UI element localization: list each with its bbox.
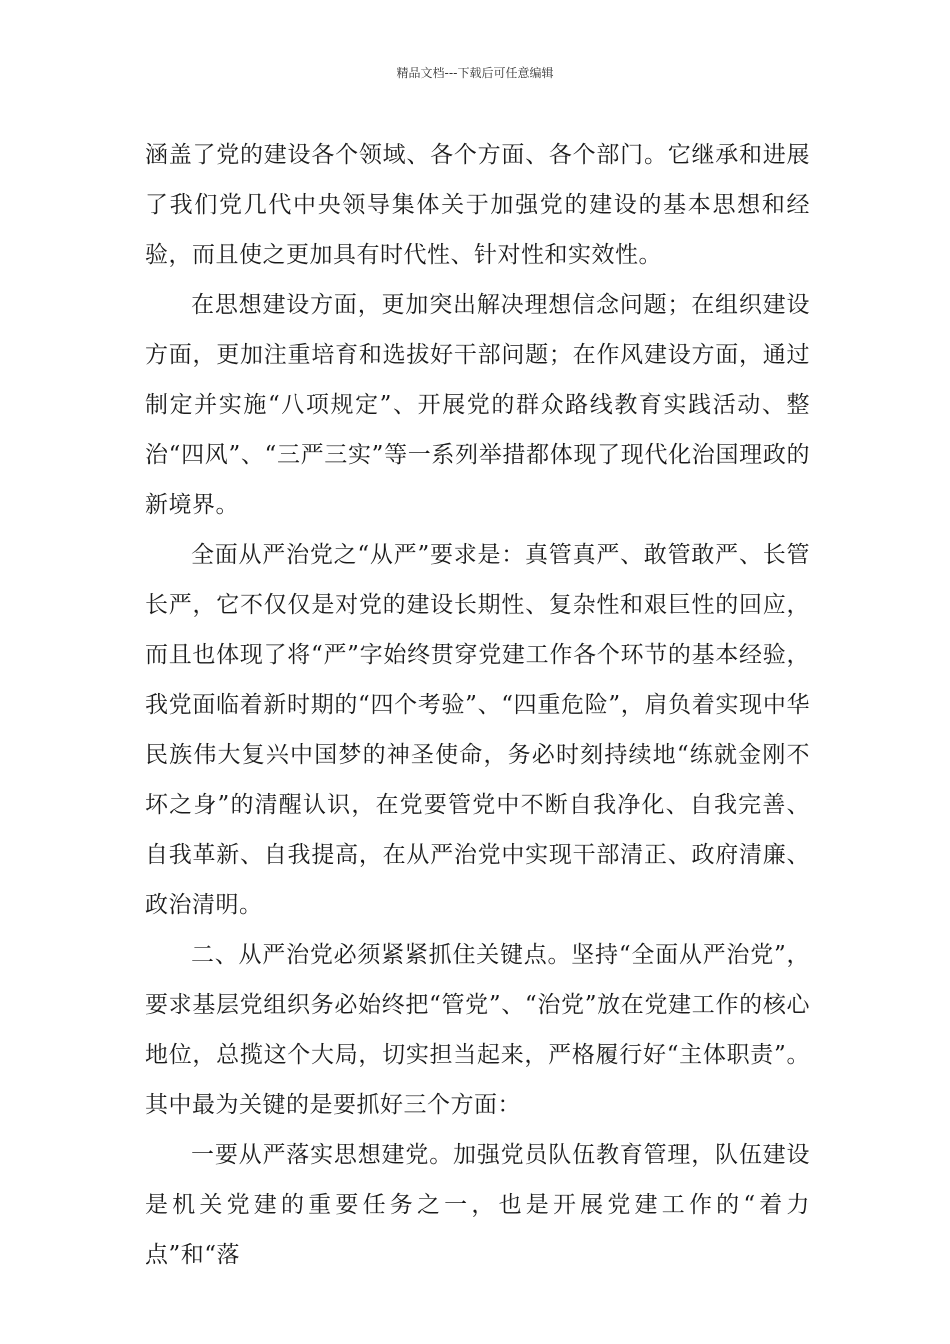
page-header: 精品文档---下载后可任意编辑	[396, 66, 554, 80]
paragraph-strict-requirements: 全面从严治党之“从严”要求是：真管真严、敢管敢严、长管长严，它不仅仅是对党的建设长期性、复杂性和艰巨性的回应，而且也体现了将“严”字始终贯穿党建工作各个环节的基本经验，我党面临着新时期的“四个考验”、“四重危险”，肩负着实现中华民族伟大复兴中国梦的神圣使命，务必时刻持续地“练就金刚不坏之身”的清醒认识，在党要管党中不断自我净化、自我完善、自我革新、自我提高，在从严治党中实现干部清正、政府清廉、政治清明。	[145, 542, 810, 918]
document-body	[145, 130, 810, 1280]
paragraph-continuation: 涵盖了党的建设各个领域、各个方面、各个部门。它继承和进展了我们党几代中央领导集体关于加强党的建设的基本思想和经验，而且使之更加具有时代性、针对性和实效性。	[145, 142, 810, 268]
paragraph-key-points: 二、从严治党必须紧紧抓住关键点。坚持“全面从严治党”，要求基层党组织务必始终把“管党”、“治党”放在党建工作的核心地位，总揽这个大局，切实担当起来，严格履行好“主体职责”。其中最为关键的是要抓好三个方面：	[145, 942, 810, 1118]
paragraph-ideological-construction: 在思想建设方面，更加突出解决理想信念问题；在组织建设方面，更加注重培育和选拔好干部问题；在作风建设方面，通过制定并实施“八项规定”、开展党的群众路线教育实践活动、整治“四风”、“三严三实”等一系列举措都体现了现代化治国理政的新境界。	[145, 292, 810, 518]
paragraph-ideological-party-building: 一要从严落实思想建党。加强党员队伍教育管理，队伍建设是机关党建的重要任务之一，也是开展党建工作的“着力点”和“落	[145, 1142, 810, 1268]
